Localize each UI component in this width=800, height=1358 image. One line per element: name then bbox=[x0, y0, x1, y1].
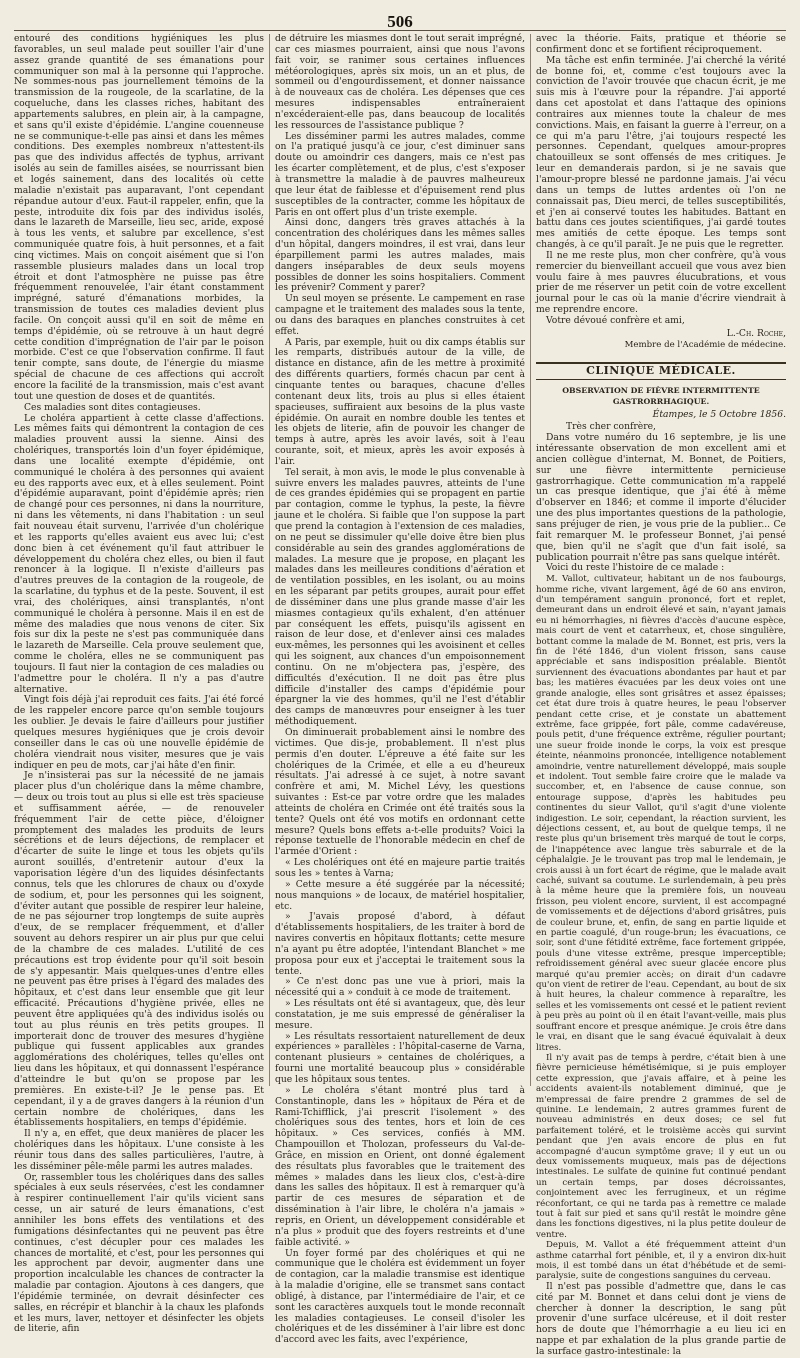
col2-paragraph: Les disséminer parmi les autres malades, comme on l'a pratiqué jusqu'à ce jour, c'est diminuer sans doute ou amoindrir ces dangers, mais ce n'est pas les écarter complètement, et de plus, c'est s'exposer à transmettre la maladie à de pauvres malheureux que leur état de faiblesse et d'épuisement rend plus susceptibles de la contracter, comme les hôpitaux de Paris en ont offert plus d'un triste exemple. bbox=[275, 130, 525, 218]
col1-paragraph: Or, rassembler tous les cholériques dans des salles spéciales à eux seuls réservées, c'est les condamner à respirer continuellement l'air qu'ils vicient sans cesse, un air saturé de leurs émanations, c'est annihiler les bons effets des ventilations et des fumigations désinfectantes qui ne peuvent pas être continues, c'est décupler pour ces malades les chances de mortalité, et c'est, pour les personnes qui les approchent par devoir, augmenter dans une proportion incalculable les chances de contracter la maladie par contagion. Ajoutons à ces dangers, que l'épidémie terminée, on devrait désinfecter ces salles, en récrépir et blanchir à la chaux les plafonds et les murs, laver, nettoyer et désinfecter les objets de literie, afin bbox=[14, 1171, 264, 1335]
col2-quote: » Les résultats ressortaient naturellement de deux expériences » parallèles : l'hôpital-caserne de Varna, contenant plusieurs » centaines de cholériques, a fourni une mortalité beaucoup plus » considérable que les hôpitaux sous tentes. bbox=[275, 1030, 525, 1085]
col3-paragraph: Il n'est pas possible d'admettre que, dans le cas cité par M. Bonnet et dans celui dont je viens de chercher à donner la description, le sang pût provenir d'une surface ulcéreuse, et il doit rester hors de doute que l'hémorrhagie a eu lieu ici en nappe et par exhalation de la plus grande partie de la surface gastro-intestinale: la bbox=[536, 1280, 786, 1357]
col2-paragraph: Un seul moyen se présente. Le campement en rase campagne et le traitement des malades sous la tente, ou dans des baraques en planches construites à cet effet. bbox=[275, 293, 525, 337]
col1-paragraph: Vingt fois déjà j'ai reproduit ces faits. J'ai été forcé de les rappeler encore parce qu'on semble toujours les oublier. Je devais le faire d'ailleurs pour justifier quelques mesures hygiéniques que je crois devoir conseiller dans le cas où une nouvelle épidémie de choléra viendrait nous visiter, mesures que je vais indiquer en peu de mots, car j'ai hâte d'en finir. bbox=[14, 694, 264, 771]
col2-paragraph: Un foyer formé par des cholériques et qui ne communique que le choléra est évidemment un foyer de contagion, car la maladie transmise est identique à la maladie d'origine, elle se transmet sans contact obligé, à distance, par l'intermédiaire de l'air, et ce sont les caractères auxquels tout le monde reconnaît les maladies contagieuses. Le conseil d'isoler les cholériques et de les disséminer à l'air libre est donc d'accord avec les faits, avec l'expérience, bbox=[275, 1247, 525, 1346]
col2-quote: » Cette mesure a été suggérée par la nécessité; nous manquions » de locaux, de matériel hospitalier, etc. bbox=[275, 878, 525, 912]
column-3 bbox=[536, 33, 786, 1357]
column-divider-1 bbox=[269, 34, 270, 1086]
dateline: Étampes, le 5 Octobre 1856. bbox=[652, 408, 786, 420]
col3-closing: Votre dévoué confrère et ami, bbox=[546, 314, 685, 326]
col3-paragraph: Voici du reste l'histoire de ce malade : bbox=[546, 562, 725, 574]
column-2 bbox=[275, 33, 525, 1346]
col2-paragraph: de détruire les miasmes dont le tout serait imprégné, car ces miasmes pourraient, ainsi que nous l'avons fait voir, se ranimer sous certaines influences météorologiques, après six mois, un an et plus, de sommeil ou d'engourdissement, et donner naissance à de nouveaux cas de choléra. Les dépenses que ces mesures indispensables entraîneraient n'excéderaient-elle pas, dans beaucoup de localités les ressources de l'assistance publique ? bbox=[275, 33, 525, 131]
col1-paragraph: Le choléra appartient à cette classe d'affections. Les mêmes faits qui démontrent la contagion de ces maladies prouvent aussi la sienne. Ainsi des cholériques, transportés loin d'un foyer épidémique, dans une localité exempte d'épidémie, ont communiqué le choléra à des personnes qui avaient eu des rapports avec eux, et à elles seulement. Point d'épidémie auparavant, point d'épidémie après; rien de changé pour ces personnes, ni dans la nourriture, ni dans les vêtements, ni dans l'habitation : un seul fait nouveau était survenu, l'arrivée d'un cholérique et les rapports qu'elles avaient eus avec lui; c'est donc bien à cet événement qu'il faut attribuer le développement du choléra chez elles, ou bien il faut renoncer à la logique. Il n'existe d'ailleurs pas d'autres preuves de la contagion de la rougeole, de la scarlatine, du typhus et de la peste. Souvent, il est vrai, des cholériques, ainsi transplantés, n'ont communiqué le choléra à personne. Mais il en est de même des maladies que nous venons de citer. Six fois sur dix la peste ne s'est pas communiquée dans le lazareth de Marseille. Cela prouve seulement que, comme le choléra, elles ne se communiquent pas toujours. Il faut nier la contagion de ces maladies ou l'admettre pour le choléra. Il n'y a pas d'autre alternative. bbox=[14, 412, 264, 695]
column-divider-2 bbox=[530, 34, 531, 1086]
signature-title: Membre de l'Académie de médecine. bbox=[624, 339, 786, 350]
col3-case-paragraph: M. Vallot, cultivateur, habitant un de nos faubourgs, homme riche, vivant largement, âgé de 60 ans environ, d'un tempérament sanguin prononcé, fort et replet, demeurant dans un endroit élevé et sain, n'ayant jamais eu ni hémorrhagies, ni fièvres d'accès d'aucune espèce, mais court de vent et catarrheux, et, chose singulière, bottant comme la malade de M. Bonnet, est pris, vers la fin de l'été 1846, d'un violent frisson, sans cause appréciable et sans indisposition préalable. Bientôt surviennent des évacuations abondantes par haut et par bas; les matières évacuées par les deux voies ont une grande analogie, elles sont grisâtres et assez épaisses; cet état dure trois à quatre heures, le peau l'observer pendant cette crise, et je constate un abattement extrême, face grippée, fort pâle, comme cadavéreuse, pouls petit, d'une fréquence extrême, régulier pourtant; une sueur froide inonde le corps, la voix est presque éteinte, néanmoins prononcée, intelligence notablement amoindrie, ventre naturellement développé, mais souple et indolent. Tout semble faire croire que le malade va succomber, et, en l'absence de cause connue, son entourage suppose, d'après les habitudes peu continentes du sieur Vallot, qu'il s'agit d'une violente indigestion. Le soir, cependant, la réaction survient, les déjections cessent, et, au bout de quelque temps, il ne reste plus qu'un brisement très marqué de tout le corps, de l'inappétence avec langue très saburrale et de la céphalalgie. Je le trouvant pas trop mal le lendemain, je crois aussi à un fort écart de régime, que le malade avait caché, suivant sa coutume. Le surlendemain, à peu près à la même heure que la première fois, un nouveau frisson, peu violent encore, survient, il est accompagné de vomissements et de déjections d'abord grisâtres, puis de couleur brune, et, enfin, de sang en partie liquide et en partie coagulé, d'un rouge-brun; les évacuations, ce soir, sont d'une fétidité extrême, face fortement grippée, pouls d'une vitesse extrême, presque imperceptible; refroidissement général avec sueur glacée encore plus marqué qu'au premier accès; on dirait d'un cadavre qu'on vient de retirer de l'eau. Cependant, au bout de six à huit heures, la chaleur commence à reparaître, les selles et les vomissements ont cessé et le patient revient à peu près au point où il en était l'avant-veille, mais plus souffrant encore et presque anémique. Je crois être dans le vrai, en disant que le sang évacué équivalait à deux litres. bbox=[536, 574, 786, 1053]
col2-paragraph: Ainsi donc, dangers très graves attachés à la concentration des cholériques dans les mêmes salles d'un hôpital, dangers moindres, il est vrai, dans leur éparpillement parmi les autres malades, mais dangers inséparables de deux seuls moyens possibles de donner les soins hospitaliers. Comment les prévenir? Comment y parer? bbox=[275, 217, 525, 294]
column-1 bbox=[14, 33, 264, 1335]
col3-paragraph: Ma tâche est enfin terminée. J'ai cherché la vérité de bonne foi, et, comme c'est toujours avec la conviction de l'avoir trouvée que chacun écrit, je me suis mis à l'œuvre pour la répandre. J'ai apporté dans cet apostolat et dans l'attaque des opinions contraires aux miennes toute la chaleur de mes convictions. Mais, en faisant la guerre à l'erreur, on a ce qui m'a paru l'être, j'ai toujours respecté les personnes. Cependant, quelques amour-propres chatouilleux se sont offensés de mes critiques. Je leur en demanderais pardon, si je ne savais que l'amour-propre blessé ne pardonne jamais. J'ai vécu dans un temps de luttes ardentes où l'on ne connaissait pas, Dieu merci, de telles susceptibilités, et j'en ai conservé toutes les habitudes. Battant en battu dans ces joutes scientifiques, j'ai gardé toutes mes amitiés de cette époque. Les temps sont changés, à ce qu'il paraît. Je ne puis que le regretter. bbox=[536, 54, 786, 251]
col1-paragraph: Ces maladies sont dites contagieuses. bbox=[24, 401, 201, 413]
col2-quote: « Les cholériques ont été en majeure partie traités sous les » tentes à Varna; bbox=[275, 857, 525, 879]
col2-paragraph: A Paris, par exemple, huit ou dix camps établis sur les remparts, distribués autour de la ville, de distance en distance, afin de les mettre à proximité des différents quartiers, formés chacun par cent à cinquante tentes ou baraques, chacune d'elles contenant deux lits, trois au plus si elles étaient spacieuses, suffiraient aux besoins de la plus vaste épidémie. On aurait en nombre double les tentes et les objets de literie, afin de pouvoir les changer de temps à autre, après les avoir lavés, soit à l'eau courante, soit, et mieux, après les avoir exposés à l'air. bbox=[275, 336, 525, 467]
col3-paragraph: Il ne me reste plus, mon cher confrère, qu'à vous remercier du bienveillant accueil que vous avez bien voulu faire à mes pauvres élucubrations, et vous prier de me réserver un petit coin de votre excellent journal pour le cas où la manie d'écrire viendrait à me reprendre encore. bbox=[536, 249, 786, 316]
col2-paragraph: On diminuerait probablement ainsi le nombre des victimes. Que dis-je, probablement. Il n'est plus permis d'en douter. L'épreuve a été faite sur les cholériques de la Crimée, et elle a eu d'heureux résultats. J'ai adressé à ce sujet, à notre savant confrère et ami, M. Michel Lévy, les questions suivantes : Est-ce par votre ordre que les malades atteints de choléra en Crimée ont été traités sous la tente? Quels ont été vos motifs en ordonnant cette mesure? Quels bons effets a-t-elle produits? Voici la réponse textuelle de l'honorable médecin en chef de l'armée d'Orient : bbox=[275, 727, 525, 858]
col3-paragraph: avec la théorie. Faits, pratique et théorie se confirment donc et se fortifient réciproquement. bbox=[536, 33, 786, 55]
col2-quote: » Le choléra s'étant montré plus tard à Constantinople, dans les » hôpitaux de Péra et de Rami-Tchifflick, j'ai prescrit l'isolement » des cholériques sous des tentes, hors et loin de ces hôpitaux. » Ces services, confiés à MM. Champouillon et Tholozan, professeurs du Val-de-Grâce, en mission en Orient, ont donné également des résultats plus favorables que le traitement des mêmes » malades dans les lieux clos, c'est-à-dire dans les salles des hôpitaux. Il est à remarquer qu'à partir de ces mesures de séparation et de dissémination à l'air libre, le choléra n'a jamais » repris, en Orient, un développement considérable et n'a plus » produit que des foyers restreints et d'une faible activité. » bbox=[275, 1084, 525, 1248]
col3-paragraph: Dans votre numéro du 16 septembre, je lis une intéressante observation de mon excellent ami et ancien collègue d'internat, M. Bonnet, de Poitiers, sur une fièvre intermittente pernicieuse gastrorrhagique. Cette communication m'a rappelé un cas presque identique, que j'ai été à même d'observer en 1846; et comme il importe d'élucider une des plus importantes questions de la pathologie, sans préjuger de rien, je vous prie de la publier... Ce fait remarquer M. le professeur Bonnet, j'ai pensé que, bien qu'il ne s'agît que d'un fait isolé, sa publication pourrait n'être pas sans quelque intérêt. bbox=[536, 432, 786, 563]
page-number: 506 bbox=[387, 12, 413, 31]
col2-quote: » Ce n'est donc pas une vue à priori, mais la nécessité qui a » conduit à ce mode de traitement. bbox=[275, 976, 525, 999]
col2-quote: » Les résultats ont été si avantageux, que, dès leur constatation, je me suis empressé de généraliser la mesure. bbox=[275, 998, 525, 1031]
signature-block bbox=[536, 329, 786, 350]
col1-paragraph: Il n'y a, en effet, que deux manières de placer les cholériques dans les hôpitaux. L'une consiste à les réunir tous dans des salles particulières, l'autre, à les disséminer pêle-mêle parmi les autres malades. bbox=[14, 1128, 264, 1172]
col1-paragraph: entouré des conditions hygiéniques les plus favorables, un seul malade peut souiller l'air d'une assez grande quantité de ses émanations pour communiquer son mal à la personne qui l'approche. Ne sommes-nous pas journellement témoins de la transmission de la rougeole, de la scarlatine, de la coqueluche, dans les classes riches, habitant des appartements salubres, en plein air, à la campagne, et sans qu'il existe d'épidémie. L'angine couenneuse ne se communique-t-elle pas ainsi et dans les mêmes conditions. Des exemples nombreux n'attestent-ils pas que des individus affectés de typhus, arrivant isolés au sein de familles aisées, se nourrissant bien et logés sainement, dans des localités où cette maladie n'existait pas auparavant, l'ont cependant répandue autour d'eux. Faut-il rappeler, enfin, que la peste, introduite dix fois par des individus isolés, dans le lazareth de Marseille, lieu sec, aride, exposé à tous les vents, et salubre par excellence, s'est communiquée quatre fois, à huit personnes, et a fait cinq victimes. Mais on conçoit aisément que si l'on rassemble plusieurs malades dans un local trop étroit et dont l'atmosphère ne puisse pas être fréquemment renouvelée, l'air étant constamment imprégné, saturé d'émanations morbides, la transmission de toutes ces maladies devient plus facile. On conçoit aussi qu'il en soit de même en temps d'épidémie, où se retrouve à un haut degré cette condition d'imprégnation de l'air par le poison morbide. C'est ce que l'observation confirme. Il faut tenir compte, sans doute, de l'énergie du miasme spécial de chacune de ces affections qui accroît encore la facilité de la transmission, mais c'est avant tout une question de doses et de quantités. bbox=[14, 33, 264, 402]
col1-paragraph: Je n'insisterai pas sur la nécessité de ne jamais placer plus d'un cholérique dans la même chambre, — deux ou trois tout au plus si elle est très spacieuse et suffisamment aérée, — de renouveler fréquemment l'air de cette pièce, d'éloigner promptement des malades les produits de leurs sécrétions et de leurs déjections, de remplacer et d'écarter de suite le linge et tous les objets qu'ils auront souillés, d'entretenir autour d'eux la vaporisation légère d'un des liquides désinfectants connus, tels que les chlorures de chaux ou d'oxyde de sodium, et, pour les personnes qui les soignent, d'éviter autant que possible de respirer leur haleine, de ne pas séjourner trop longtemps de suite auprès d'eux, de se remplacer fréquemment, et d'aller souvent au dehors respirer un air plus pur que celui de la chambre de ces malades. L'utilité de ces précautions est trop évidente pour qu'il soit besoin de s'y appesantir. Mais quelques-unes d'entre elles ne peuvent pas être prises à l'égard des malades des hôpitaux, et c'est dans leur ensemble que git leur efficacité. Précautions d'hygiène privée, elles ne peuvent être appliquées qu'à des individus isolés ou tout au plus réunis en très petits groupes. Il importerait donc de trouver des mesures d'hygiène publique qui fussent applicables aux grandes agglomérations des cholériques, telles qu'elles ont lieu dans les hôpitaux, et qui donnassent l'espérance d'atteindre le but qu'on se propose par les premières. En existe-t-il? Je le pense pas. Et cependant, il y a de graves dangers à la réunion d'un certain nombre de cholériques, dans les établissements hospitaliers, en temps d'épidémie. bbox=[14, 770, 264, 1129]
header-rule bbox=[14, 30, 786, 31]
col3-case-paragraph: Depuis, M. Vallot a été fréquemment atteint d'un asthme catarrhal fort pénible, et, il y a environ dix-huit mois, il est tombé dans un état d'hébétude et de semi-paralysie, suite de congestions sanguines du cerveau. bbox=[536, 1240, 786, 1282]
observation-title: OBSERVATION DE FIÈVRE INTERMITTENTE GASTRORRHAGIQUE. bbox=[562, 385, 760, 406]
section-title: CLINIQUE MÉDICALE. bbox=[536, 362, 786, 380]
signature-name: L.-Ch. Roche, bbox=[726, 327, 786, 339]
col3-case-paragraph: Il n'y avait pas de temps à perdre, c'était bien à une fièvre pernicieuse hémétisémique, si je puis employer cette expression, que j'avais affaire, et à peine les accidents avaient-ils notablement diminué, que je m'empressai de faire prendre 2 grammes de sel de quinine. Le lendemain, 2 autres grammes furent de nouveau administrés en deux doses; ce sel fut parfaitement toléré, et le troisième accès qui survint pendant que j'en avais encore de plus en fut accompagné d'aucun symptôme grave; il y eut un ou deux vomissements muqueux, mais pas de déjections intestinales. Le sulfate de quinine fut continué pendant un certain temps, par doses décroissantes, conjointement avec les ferrugineux, et un régime réconfortant, ce qui ne tarda pas à remettre ce malade tout à fait sur pied et sans qu'il restât le moindre gêne dans les fonctions digestives, ni la plus petite douleur de ventre. bbox=[536, 1052, 786, 1240]
salutation: Très cher confrère, bbox=[566, 421, 656, 433]
col2-quote: » J'avais proposé d'abord, à défaut d'établissements hospitaliers, de les traiter à bord de navires convertis en hôpitaux flottants; cette mesure n'a ayant pu être adoptée, l'intendant Blanchet » me proposa pour eux et j'acceptai le traitement sous la tente. bbox=[275, 911, 525, 977]
col2-paragraph: Tel serait, à mon avis, le mode le plus convenable à suivre envers les malades pauvres, atteints de l'une de ces grandes épidémies qui se propagent en partie par contagion, comme le typhus, la peste, la fièvre jaune et le choléra. Si faible que l'on suppose la part que prend la contagion à l'extension de ces maladies, on ne peut se dissimuler qu'elle doive être bien plus considérable au sein des grandes agglomérations de malades. La mesure que je propose, en plaçant les malades dans les meilleures conditions d'aération et de ventilation possibles, en les isolant, ou au moins en les séparant par petits groupes, aurait pour effet de disséminer dans une plus grande masse d'air les miasmes contagieux qu'ils exhalent, d'en atténuer par conséquent les effets, puisqu'ils agissent en raison de leur dose, et d'enlever ainsi ces malades eux-mêmes, les personnes qui les avoisinent et celles qui les soignent, aux chances d'un empoisonnement continu. On ne m'objectera pas, j'espère, des difficultés d'exécution. Il ne doit pas être plus difficile d'installer des camps d'épidémie pour épargner la vie des hommes, qu'il ne l'est d'établir des camps de manœuvres pour enseigner à les tuer méthodiquement. bbox=[275, 466, 525, 728]
